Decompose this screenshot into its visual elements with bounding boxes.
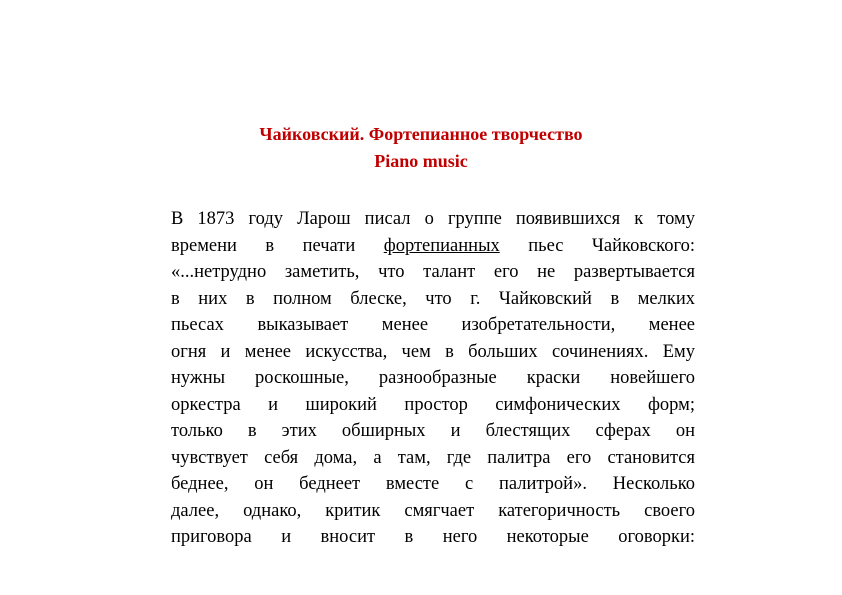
- body-line-2-before: времени в печати: [171, 235, 384, 256]
- title-russian: Чайковский. Фортепианное творчество: [259, 124, 583, 144]
- body-line-8: оркестра и широкий простор симфонических форм;: [171, 394, 695, 415]
- body-line-2: [171, 233, 695, 260]
- body-line-6: огня и менее искусства, чем в больших сочинениях. Ему: [171, 341, 695, 362]
- body-line-13: приговора и вносит в него некоторые оговорки:: [171, 527, 695, 547]
- body-line-7: нужны роскошные, разнообразные краски новейшего: [171, 368, 695, 388]
- title-english: Piano music: [374, 151, 468, 171]
- body-line-10: чувствует себя дома, а там, где палитра его становится: [171, 447, 695, 468]
- piano-works-link[interactable]: фортепианных: [383, 235, 500, 256]
- page-title: [0, 121, 842, 175]
- body-line-1: В 1873 году Ларош писал о группе появившихся к тому: [171, 209, 695, 229]
- body-line-4: в них в полном блеске, что г. Чайковский в мелких: [171, 288, 695, 309]
- body-line-5: пьесах выказывает менее изобретательности, менее: [171, 315, 695, 335]
- body-line-11: беднее, он беднеет вместе с палитрой». Несколько: [171, 474, 695, 494]
- body-line-12: далее, однако, критик смягчает категоричность своего: [171, 500, 695, 521]
- body-line-3: «...нетрудно заметить, что талант его не развертывается: [171, 262, 695, 282]
- body-line-2-after: пьес Чайковского:: [499, 235, 695, 256]
- body-paragraph: [171, 206, 695, 551]
- body-line-9: только в этих обширных и блестящих сферах он: [171, 421, 695, 441]
